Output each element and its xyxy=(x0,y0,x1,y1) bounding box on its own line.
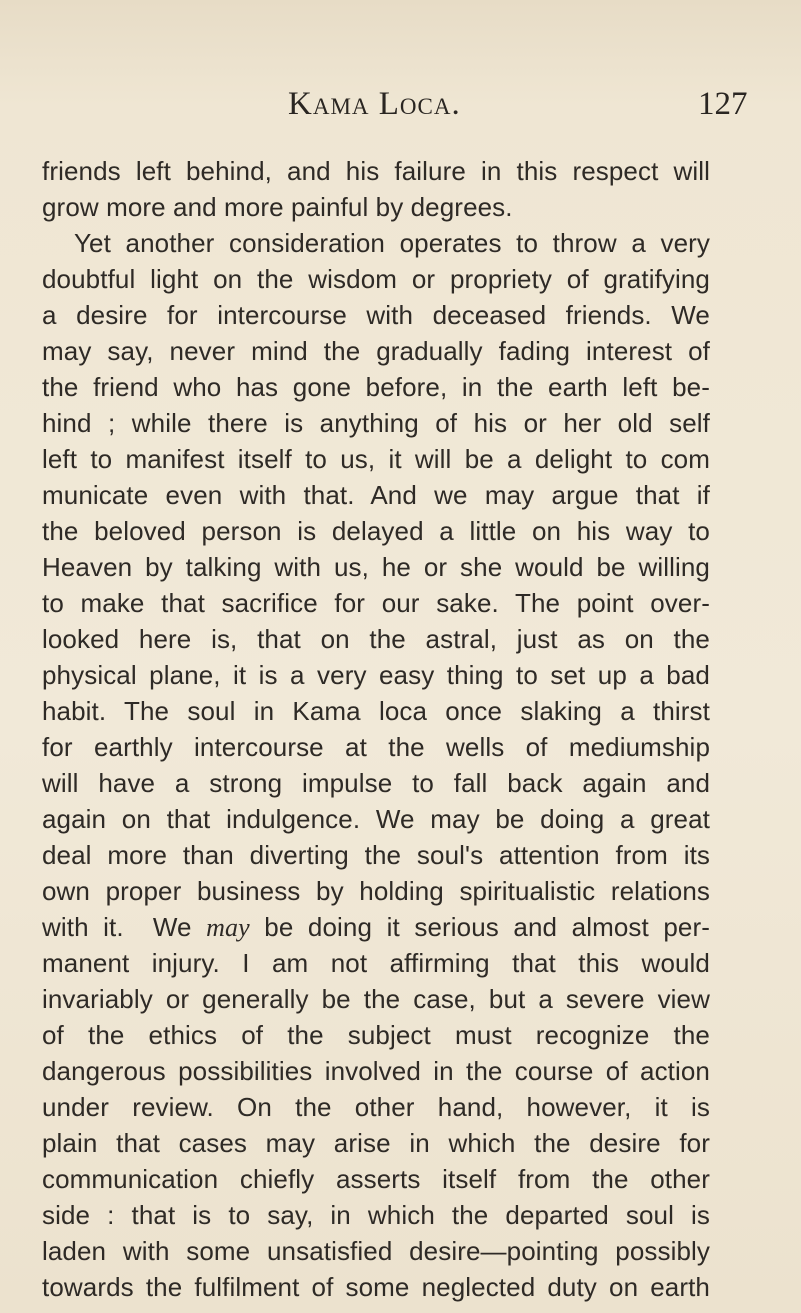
text-line-22-we: We xyxy=(152,912,192,942)
text-line-27: under review. On the other hand, however, it is xyxy=(42,1092,710,1122)
text-line-3: Yet another consideration operates to throw a very xyxy=(74,228,710,258)
text-line-28: plain that cases may arise in which the desire for xyxy=(42,1128,710,1158)
text-line-22-start: with it. xyxy=(42,912,124,942)
text-line-22-rest: be doing it serious and almost per- xyxy=(264,912,710,942)
text-line-32: towards the fulfilment of some neglected duty on earth xyxy=(42,1272,710,1302)
text-line-25: of the ethics of the subject must recognize the xyxy=(42,1020,710,1050)
body-text xyxy=(42,153,710,1305)
text-line-23: manent injury. I am not affirming that this would xyxy=(42,948,710,978)
text-line-12: Heaven by talking with us, he or she would be willing xyxy=(42,552,710,582)
text-line-22 xyxy=(42,909,710,945)
text-line-13: to make that sacrifice for our sake. The point over- xyxy=(42,588,710,618)
text-line-16: habit. The soul in Kama loca once slaking a thirst xyxy=(42,696,710,726)
text-line-8: hind ; while there is anything of his or her old self xyxy=(42,408,710,438)
running-title: Kama Loca. xyxy=(288,86,461,122)
text-line-4: doubtful light on the wisdom or propriety of gratifying xyxy=(42,264,710,294)
text-line-6: may say, never mind the gradually fading interest of xyxy=(42,336,710,366)
text-line-19: again on that indulgence. We may be doing a great xyxy=(42,804,710,834)
text-line-10: municate even with that. And we may argue that if xyxy=(42,480,710,510)
running-head xyxy=(0,86,801,126)
text-line-31: laden with some unsatisfied desire—pointing possibly xyxy=(42,1236,710,1266)
text-line-29: communication chiefly asserts itself from the other xyxy=(42,1164,710,1194)
text-line-7: the friend who has gone before, in the earth left be- xyxy=(42,372,710,402)
text-line-14: looked here is, that on the astral, just as on the xyxy=(42,624,710,654)
text-line-1: friends left behind, and his failure in this respect will xyxy=(42,156,710,186)
text-line-26: dangerous possibilities involved in the course of action xyxy=(42,1056,710,1086)
text-line-21: own proper business by holding spiritualistic relations xyxy=(42,876,710,906)
text-line-9: left to manifest itself to us, it will be a delight to com xyxy=(42,444,710,474)
text-line-20: deal more than diverting the soul's attention from its xyxy=(42,840,710,870)
text-line-5: a desire for intercourse with deceased friends. We xyxy=(42,300,710,330)
emphasis-may: may xyxy=(206,913,250,942)
text-line-30: side : that is to say, in which the departed soul is xyxy=(42,1200,710,1230)
text-line-17: for earthly intercourse at the wells of mediumship xyxy=(42,732,710,762)
text-line-24: invariably or generally be the case, but a severe view xyxy=(42,984,710,1014)
text-line-15: physical plane, it is a very easy thing to set up a bad xyxy=(42,660,710,690)
text-line-11: the beloved person is delayed a little on his way to xyxy=(42,516,710,546)
text-line-18: will have a strong impulse to fall back again and xyxy=(42,768,710,798)
page-number: 127 xyxy=(698,86,748,122)
text-line-2: grow more and more painful by degrees. xyxy=(42,192,513,222)
